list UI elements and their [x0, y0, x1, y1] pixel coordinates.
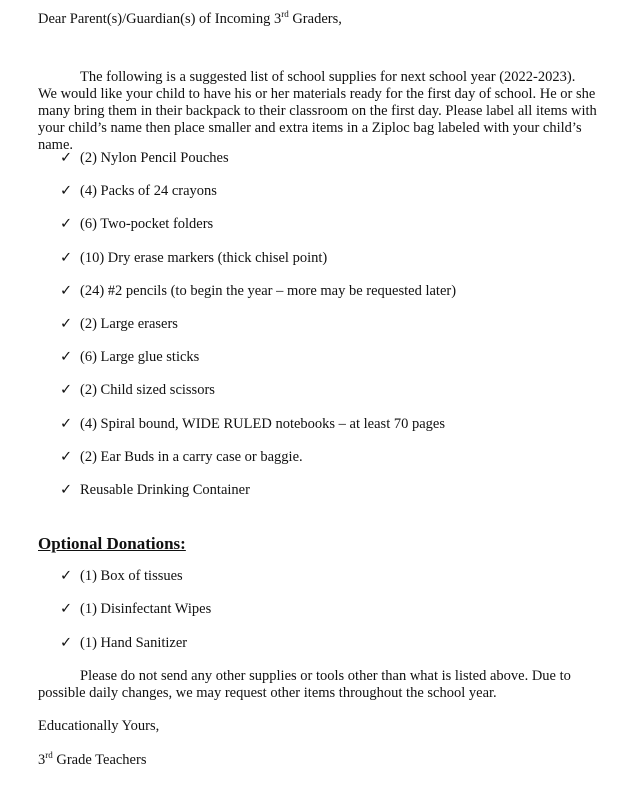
list-item: [60, 449, 303, 466]
signature-text-end: Grade Teachers: [52, 752, 147, 768]
list-item-text: Reusable Drinking Container: [80, 482, 250, 498]
list-item-text: (2) Large erasers: [80, 316, 178, 332]
checkmark-icon: ✓: [60, 216, 73, 233]
list-item: [60, 349, 199, 366]
list-item-text: (1) Hand Sanitizer: [80, 634, 188, 651]
checkmark-icon: ✓: [60, 282, 73, 299]
list-item: [60, 416, 445, 433]
list-item-text: (4) Spiral bound, WIDE RULED notebooks – at least 70 pages: [80, 415, 445, 432]
checkmark-icon: ✓: [60, 249, 73, 266]
greeting: [38, 11, 342, 28]
list-item-text: (2) Ear Buds in a carry case or baggie.: [80, 448, 303, 465]
list-item: [60, 482, 250, 499]
intro-line: name.: [38, 137, 74, 153]
list-item-text: (24) #2 pencils (to begin the year – more may be requested later): [80, 282, 457, 299]
list-item-text: (6) Large glue sticks: [80, 349, 200, 366]
list-item: [60, 250, 327, 267]
signoff: Educationally Yours,: [38, 718, 160, 734]
signature-sup: rd: [45, 750, 53, 761]
list-item-text: (10) Dry erase markers (thick chisel point): [80, 249, 328, 266]
greeting-text: Dear Parent(s)/Guardian(s) of Incoming 3: [38, 11, 282, 27]
list-item-text: (4) Packs of 24 crayons: [80, 183, 217, 200]
intro-line: We would like your child to have his or her materials ready for the first day of school. He or she: [38, 86, 596, 102]
closing-line: possible daily changes, we may request other items throughout the school year.: [38, 685, 497, 701]
checkmark-icon: ✓: [60, 150, 73, 166]
checkmark-icon: ✓: [60, 349, 73, 366]
list-item-text: (1) Disinfectant Wipes: [80, 601, 212, 618]
list-item: [60, 568, 183, 585]
list-item: [60, 382, 215, 399]
checkmark-icon: ✓: [60, 382, 73, 399]
list-item-text: (1) Box of tissues: [80, 568, 183, 584]
checkmark-icon: ✓: [60, 482, 73, 498]
list-item: [60, 283, 456, 300]
signature-text: 3: [38, 752, 46, 768]
intro-line: your child’s name then place smaller and extra items in a Ziploc bag labeled with your child’s: [38, 120, 582, 136]
checkmark-icon: ✓: [60, 601, 73, 618]
list-item-text: (6) Two-pocket folders: [80, 216, 214, 233]
list-item: [60, 150, 229, 167]
intro-line: The following is a suggested list of school supplies for next school year (2022-2023).: [80, 69, 576, 85]
checkmark-icon: ✓: [60, 415, 73, 432]
list-item: [60, 316, 178, 333]
greeting-sup: rd: [281, 9, 289, 20]
checkmark-icon: ✓: [60, 568, 73, 584]
checkmark-icon: ✓: [60, 634, 73, 651]
list-item-text: (2) Nylon Pencil Pouches: [80, 150, 229, 166]
list-item: [60, 183, 217, 200]
greeting-text-end: Graders,: [288, 11, 342, 27]
list-item: [60, 635, 187, 652]
list-item: [60, 216, 213, 233]
list-item: [60, 601, 211, 618]
closing-line: Please do not send any other supplies or tools other than what is listed above. Due to: [80, 668, 571, 684]
checkmark-icon: ✓: [60, 448, 73, 465]
intro-line: many bring them in their backpack to their classroom on the first day. Please label all items with: [38, 103, 597, 119]
checkmark-icon: ✓: [60, 183, 73, 200]
list-item-text: (2) Child sized scissors: [80, 382, 215, 399]
optional-donations-heading: Optional Donations:: [38, 534, 186, 553]
checkmark-icon: ✓: [60, 316, 73, 332]
signature: [38, 752, 146, 769]
